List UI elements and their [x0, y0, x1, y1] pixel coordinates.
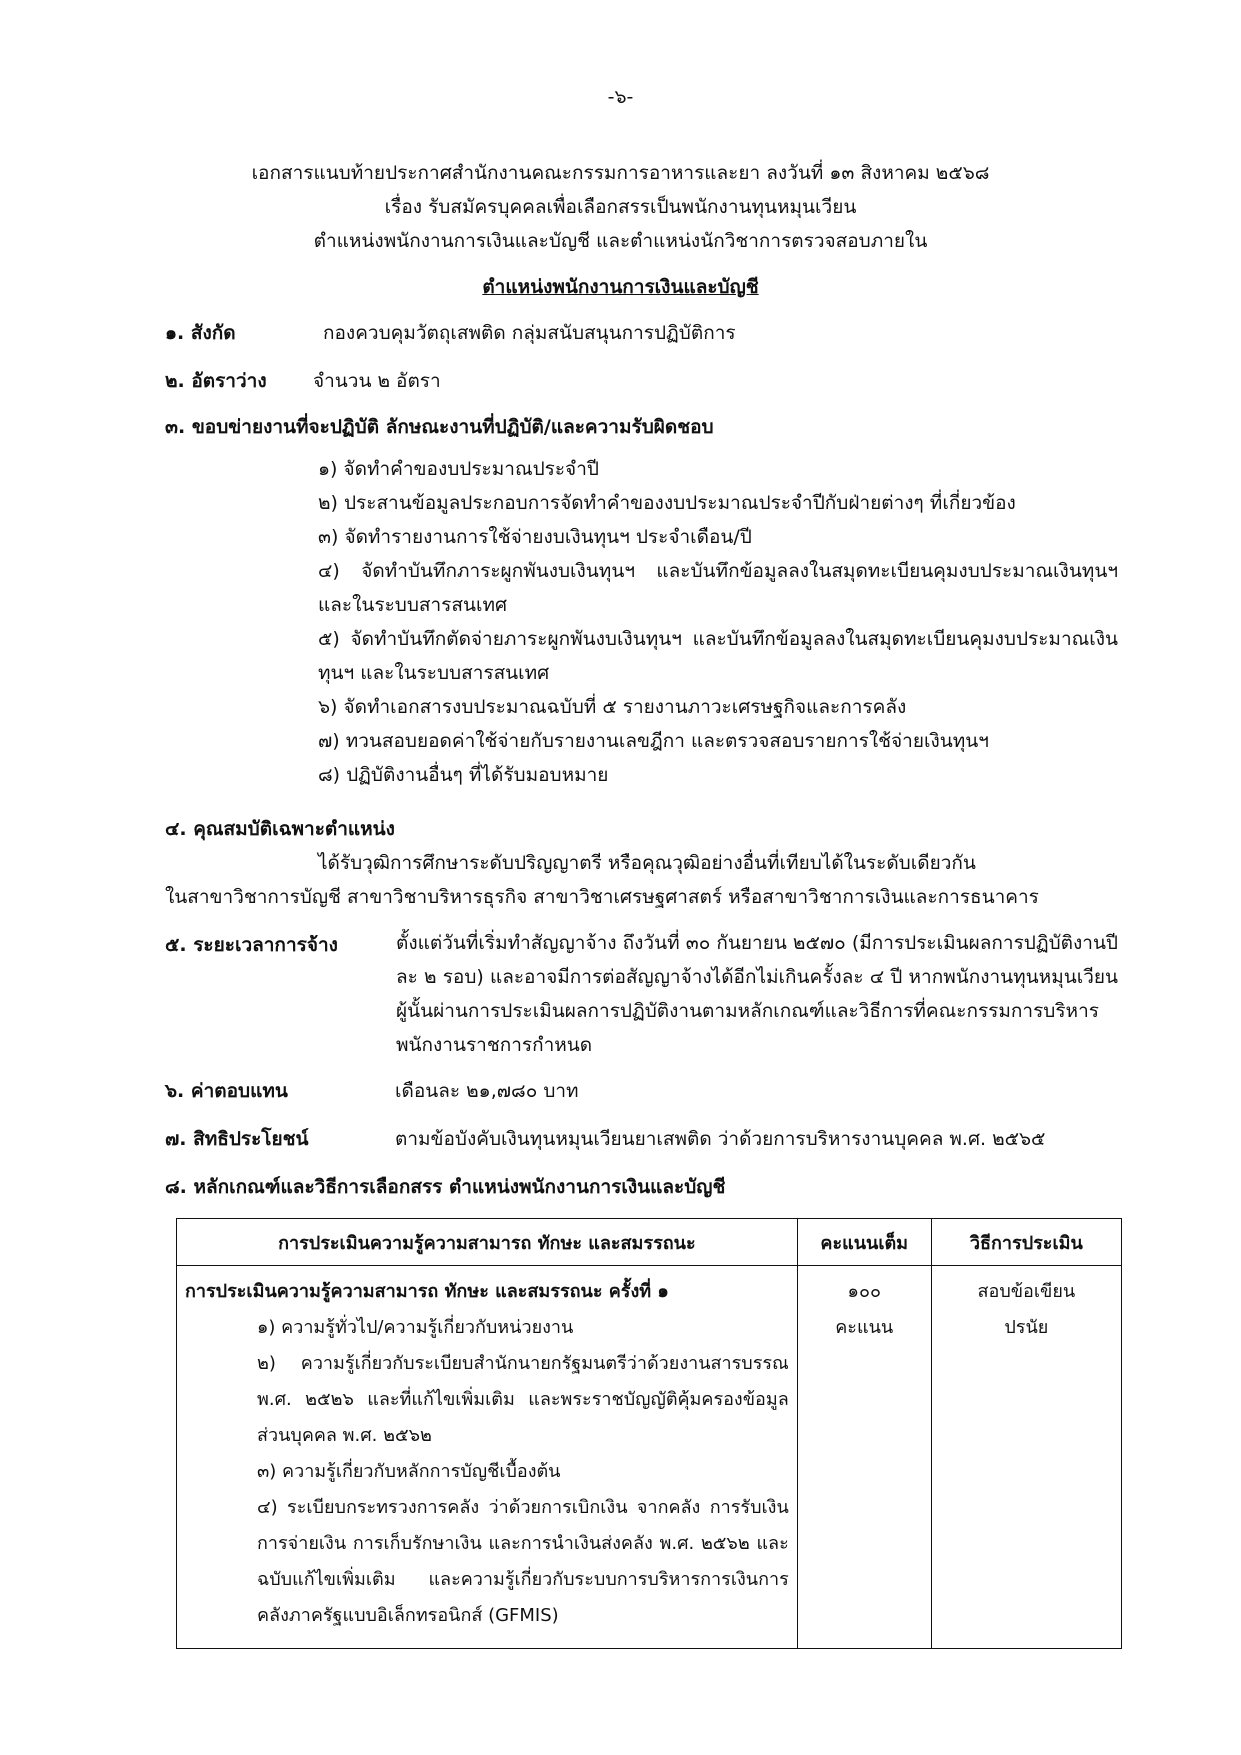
- criteria-section-title: การประเมินความรู้ความสามารถ ทักษะ และสมรรถนะ ครั้งที่ ๑: [185, 1281, 669, 1302]
- assessment-method: สอบข้อเขียน: [977, 1281, 1076, 1302]
- criteria-item: ๒) ความรู้เกี่ยวกับระเบียบสำนักนายกรัฐมนตรีว่าด้วยงานสารบรรณ พ.ศ. ๒๕๒๖ และที่แก้ไขเพิ่มเติม และพระราชบัญญัติคุ้มครองข้อมูลส่วนบุคคล พ.ศ. ๒๕๖๒: [257, 1353, 789, 1446]
- section-qualifications-heading: ๔. คุณสมบัติเฉพาะตำแหน่ง: [165, 818, 395, 840]
- selection-criteria-table: [176, 1218, 1122, 1649]
- score-cell: [797, 1266, 931, 1649]
- section-label: ๑. สังกัด: [165, 322, 236, 344]
- section-label: ๗. สิทธิประโยชน์: [165, 1128, 309, 1150]
- qualification-text: ในสาขาวิชาการบัญชี สาขาวิชาบริหารธุรกิจ สาขาวิชาเศรษฐศาสตร์ หรือสาขาวิชาการเงินและการธนาคาร: [165, 886, 1039, 908]
- criteria-item: ๔) ระเบียบกระทรวงการคลัง ว่าด้วยการเบิกเงิน จากคลัง การรับเงิน การจ่ายเงิน การเก็บรักษาเงิน และการนำเงินส่งคลัง พ.ศ. ๒๕๖๒ และฉบับแก้ไขเพิ่มเติม และความรู้เกี่ยวกับระบบการบริหารการเงินการคลังภาครัฐแบบอิเล็กทรอนิกส์ (GFMIS): [257, 1497, 789, 1626]
- announcement-header: เอกสารแนบท้ายประกาศสำนักงานคณะกรรมการอาหารและยา ลงวันที่ ๑๓ สิงหาคม ๒๕๖๘: [251, 162, 990, 184]
- duty-item: ๓) จัดทำรายงานการใช้จ่ายงบเงินทุนฯ ประจำเดือน/ปี: [318, 526, 752, 548]
- duty-item: ๗) ทวนสอบยอดค่าใช้จ่ายกับรายงานเลขฎีกา และตรวจสอบรายการใช้จ่ายเงินทุนฯ: [318, 730, 989, 752]
- duty-item: ๑) จัดทำคำของบประมาณประจำปี: [318, 458, 599, 480]
- position-title: ตำแหน่งพนักงานการเงินและบัญชี: [482, 276, 759, 298]
- announcement-subject: เรื่อง รับสมัครบุคคลเพื่อเลือกสรรเป็นพนักงานทุนหมุนเวียน: [384, 196, 857, 218]
- criteria-cell: [177, 1266, 798, 1649]
- section-label: ๒. อัตราว่าง: [165, 370, 267, 392]
- table-header: วิธีการประเมิน: [931, 1219, 1121, 1266]
- employment-period-value: ตั้งแต่วันที่เริ่มทำสัญญาจ้าง ถึงวันที่ ๓๐ กันยายน ๒๕๗๐ (มีการประเมินผลการปฏิบัติงานปีละ ๒ รอบ) และอาจมีการต่อสัญญาจ้างได้อีกไม่เกินครั้งละ ๔ ปี หากพนักงานทุนหมุนเวียนผู้นั้นผ่านการประเมินผลการปฏิบัติงานตามหลักเกณฑ์และวิธีการที่คณะกรรมการบริหารพนักงานราชการกำหนด: [396, 932, 1118, 1056]
- affiliation-value: กองควบคุมวัตถุเสพติด กลุ่มสนับสนุนการปฏิบัติการ: [323, 322, 736, 344]
- table-header: การประเมินความรู้ความสามารถ ทักษะ และสมรรถนะ: [177, 1219, 798, 1266]
- duty-item: ๕) จัดทำบันทึกตัดจ่ายภาระผูกพันงบเงินทุนฯ และบันทึกข้อมูลลงในสมุดทะเบียนคุมงบประมาณเงินทุนฯ และในระบบสารสนเทศ: [318, 628, 1118, 684]
- table-header-row: [177, 1219, 1122, 1266]
- section-label: ๕. ระยะเวลาการจ้าง: [165, 934, 338, 956]
- section-vacancy: [165, 366, 441, 396]
- full-score-unit: คะแนน: [835, 1317, 894, 1338]
- method-cell: [931, 1266, 1121, 1649]
- section-benefits: [165, 1124, 1045, 1154]
- table-header: คะแนนเต็ม: [797, 1219, 931, 1266]
- section-compensation: [165, 1076, 579, 1106]
- page-number: -๖-: [607, 86, 634, 108]
- criteria-item: ๑) ความรู้ทั่วไป/ความรู้เกี่ยวกับหน่วยงาน: [257, 1317, 574, 1338]
- section-affiliation: [165, 318, 736, 348]
- section-duties-heading: ๓. ขอบข่ายงานที่จะปฏิบัติ ลักษณะงานที่ปฏิบัติ/และความรับผิดชอบ: [165, 416, 714, 438]
- benefits-value: ตามข้อบังคับเงินทุนหมุนเวียนยาเสพติด ว่าด้วยการบริหารงานบุคคล พ.ศ. ๒๕๖๕: [395, 1128, 1046, 1150]
- vacancy-value: จำนวน ๒ อัตรา: [313, 370, 441, 392]
- duty-item: ๔) จัดทำบันทึกภาระผูกพันงบเงินทุนฯ และบันทึกข้อมูลลงในสมุดทะเบียนคุมงบประมาณเงินทุนฯ และในระบบสารสนเทศ: [318, 560, 1118, 616]
- duty-item: ๘) ปฏิบัติงานอื่นๆ ที่ได้รับมอบหมาย: [318, 764, 609, 786]
- announcement-positions: ตำแหน่งพนักงานการเงินและบัญชี และตำแหน่งนักวิชาการตรวจสอบภายใน: [313, 230, 928, 252]
- qualification-text: ได้รับวุฒิการศึกษาระดับปริญญาตรี หรือคุณวุฒิอย่างอื่นที่เทียบได้ในระดับเดียวกัน: [318, 852, 976, 874]
- section-label: ๖. ค่าตอบแทน: [165, 1080, 288, 1102]
- table-row: [177, 1266, 1122, 1649]
- assessment-method-type: ปรนัย: [1004, 1317, 1049, 1338]
- duty-item: ๖) จัดทำเอกสารงบประมาณฉบับที่ ๕ รายงานภาวะเศรษฐกิจและการคลัง: [318, 696, 907, 718]
- full-score-value: ๑๐๐: [847, 1281, 881, 1302]
- compensation-value: เดือนละ ๒๑,๗๘๐ บาท: [395, 1080, 579, 1102]
- section-selection-heading: ๘. หลักเกณฑ์และวิธีการเลือกสรร ตำแหน่งพนักงานการเงินและบัญชี: [165, 1176, 726, 1198]
- criteria-item: ๓) ความรู้เกี่ยวกับหลักการบัญชีเบื้องต้น: [257, 1461, 561, 1482]
- duty-item: ๒) ประสานข้อมูลประกอบการจัดทำคำของงบประมาณประจำปีกับฝ่ายต่างๆ ที่เกี่ยวข้อง: [318, 492, 1016, 514]
